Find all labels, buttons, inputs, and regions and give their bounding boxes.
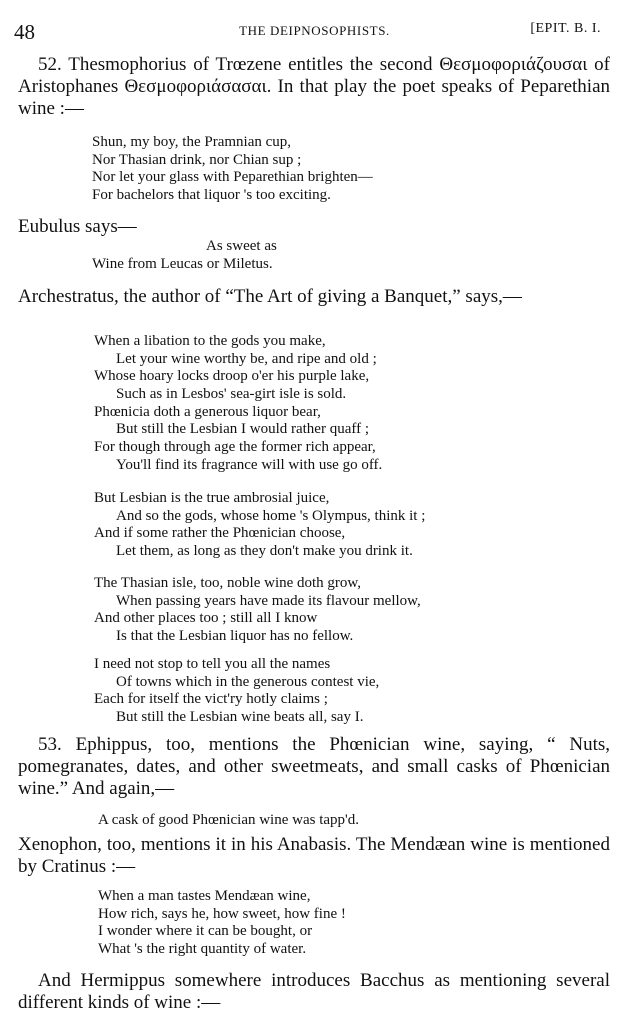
verse-line: Let your wine worthy be, and ripe and old ; — [116, 350, 377, 367]
verse-line: I wonder where it can be bought, or — [98, 923, 313, 940]
verse-line: And so the gods, whose home 's Olympus, think it ; — [116, 507, 426, 524]
verse-line: When a libation to the gods you make, — [94, 333, 326, 349]
verse-line: For bachelors that liquor 's too exciting. — [92, 187, 331, 204]
verse-line: When passing years have made its flavour mellow, — [116, 592, 421, 609]
verse-line: And if some rather the Phœnician choose, — [94, 525, 346, 542]
verse-line: A cask of good Phœnician wine was tapp'd. — [98, 812, 359, 828]
archestratus-intro: Archestratus, the author of “The Art of giving a Banquet,” says,— — [18, 286, 522, 307]
verse-archestratus-stanza-3 — [94, 575, 421, 646]
xenophon-paragraph: Xenophon, too, mentions it in his Anabasis. The Mendæan wine is mentioned by Cratinus :— — [18, 834, 610, 877]
verse-line: How rich, says he, how sweet, how fine ! — [98, 905, 346, 922]
verse-pramnian-cup — [92, 134, 373, 205]
verse-line: And other places too ; still all I know — [94, 610, 318, 627]
verse-line: But still the Lesbian wine beats all, say I. — [116, 709, 364, 726]
verse-line: Phœnicia doth a generous liquor bear, — [94, 403, 321, 420]
verse-line: But Lesbian is the true ambrosial juice, — [94, 490, 330, 506]
verse-line: The Thasian isle, too, noble wine doth grow, — [94, 575, 362, 591]
verse-line: But still the Lesbian I would rather quaff ; — [116, 421, 370, 438]
paragraph-53: 53. Ephippus, too, mentions the Phœnician wine, saying, “ Nuts, pomegranates, dates, and other sweetmeats, and small casks of Phœnician wine.” And again,— — [18, 734, 610, 799]
hermippus-paragraph: And Hermippus somewhere introduces Bacchus as mentioning several different kinds of wine :— — [18, 970, 610, 1013]
verse-line: As sweet as — [206, 238, 277, 254]
paragraph-52: 52. Thesmophorius of Trœzene entitles the second Θεσμοφοριάζουσαι of Aristophanes Θεσμοφοριάσασαι. In that play the poet speaks of Peparethian wine :— — [18, 54, 610, 119]
verse-line: Whose hoary locks droop o'er his purple lake, — [94, 368, 370, 385]
verse-eubulus — [92, 238, 277, 273]
verse-line: Shun, my boy, the Pramnian cup, — [92, 134, 292, 150]
verse-cratinus — [98, 888, 346, 959]
verse-line: What 's the right quantity of water. — [98, 941, 307, 958]
page-number: 48 — [14, 20, 35, 44]
verse-archestratus-stanza-2 — [94, 490, 425, 561]
verse-line: Let them, as long as they don't make you drink it. — [116, 543, 413, 560]
verse-line: Each for itself the vict'ry hotly claims ; — [94, 691, 328, 708]
verse-line: Nor let your glass with Peparethian brighten— — [92, 169, 373, 186]
verse-line: Of towns which in the generous contest vie, — [116, 673, 380, 690]
verse-line: Nor Thasian drink, nor Chian sup ; — [92, 151, 302, 168]
verse-line: Wine from Leucas or Miletus. — [92, 255, 273, 272]
verse-line: Such as in Lesbos' sea-girt isle is sold. — [116, 386, 347, 403]
verse-ephippus — [98, 812, 359, 830]
verse-line: For though through age the former rich appear, — [94, 439, 376, 456]
verse-archestratus-stanza-1 — [94, 333, 382, 475]
verse-line: When a man tastes Mendæan wine, — [98, 888, 311, 904]
page-header — [14, 20, 615, 46]
section-reference: [EPIT. B. I. — [530, 21, 601, 36]
eubulus-intro: Eubulus says— — [18, 216, 137, 237]
running-title: THE DEIPNOSOPHISTS. — [239, 23, 390, 38]
verse-line: Is that the Lesbian liquor has no fellow. — [116, 628, 354, 645]
verse-archestratus-stanza-4 — [94, 656, 379, 727]
verse-line: I need not stop to tell you all the names — [94, 656, 331, 672]
verse-line: You'll find its fragrance will with use go off. — [116, 456, 383, 473]
